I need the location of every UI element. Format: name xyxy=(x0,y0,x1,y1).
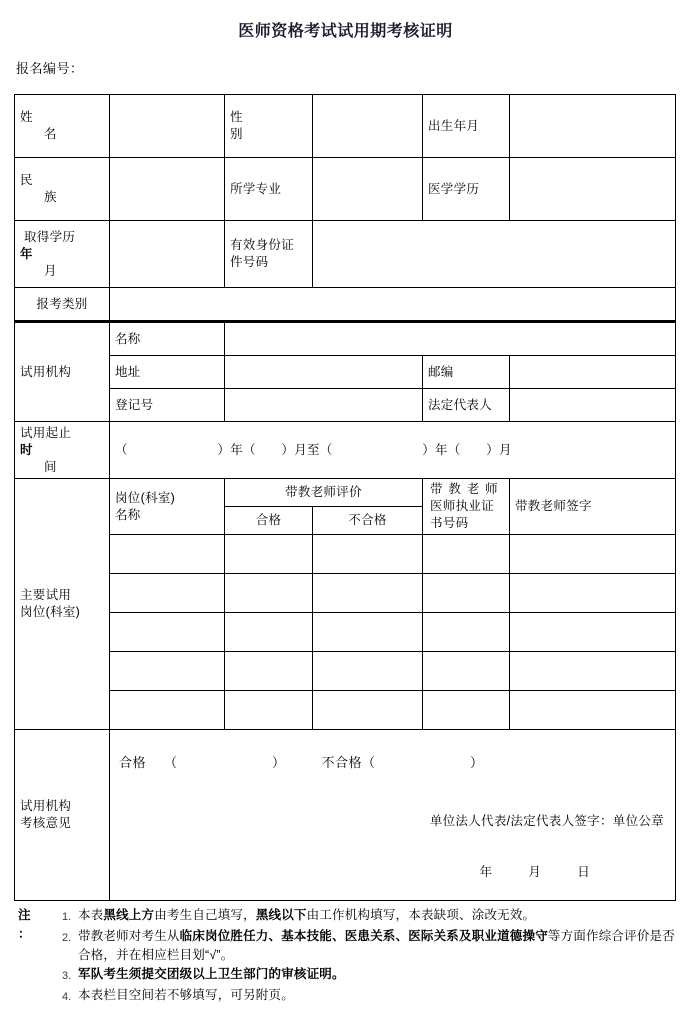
table-row xyxy=(15,691,676,730)
gender-value[interactable] xyxy=(313,95,423,158)
id-number-label-line2: 件号码 xyxy=(230,255,269,269)
license-char-3: 老 xyxy=(466,482,480,496)
license-char-2: 教 xyxy=(448,482,462,496)
position-pass-cell[interactable] xyxy=(225,652,313,691)
table-row-institution-address xyxy=(15,356,676,389)
opinion-date-month: 月 xyxy=(528,865,542,879)
table-row-degree-date xyxy=(15,221,676,288)
positions-header-license-line1 xyxy=(428,481,504,498)
institution-name-label: 名称 xyxy=(110,322,225,356)
degree-date-label xyxy=(15,221,110,288)
opinion-pass-label: 合格 xyxy=(119,755,147,770)
medical-degree-value[interactable] xyxy=(510,158,676,221)
opinion-section-label-line1: 试用机构 xyxy=(20,799,72,813)
positions-header-license-line2: 医师执业证书号码 xyxy=(430,499,495,530)
note-number: 2. xyxy=(62,932,72,944)
gender-label-line2: 别 xyxy=(230,127,243,141)
position-pass-cell[interactable] xyxy=(225,691,313,730)
opinion-date-line xyxy=(115,830,670,881)
position-name-cell[interactable] xyxy=(110,574,225,613)
note-item xyxy=(62,965,677,986)
position-license-cell[interactable] xyxy=(423,652,510,691)
positions-header-license xyxy=(423,479,510,535)
position-signature-cell[interactable] xyxy=(510,574,676,613)
position-signature-cell[interactable] xyxy=(510,691,676,730)
institution-address-value[interactable] xyxy=(225,356,423,389)
institution-section-label: 试用机构 xyxy=(15,322,110,422)
positions-header-post-name-line1: 岗位(科室) xyxy=(115,490,176,505)
position-license-cell[interactable] xyxy=(423,613,510,652)
position-signature-cell[interactable] xyxy=(510,613,676,652)
table-row xyxy=(15,574,676,613)
position-license-cell[interactable] xyxy=(423,535,510,574)
institution-legalrep-value[interactable] xyxy=(510,389,676,422)
opinion-date-day: 日 xyxy=(577,865,590,879)
positions-section-label xyxy=(15,479,110,730)
note-text: 军队考生须提交团级以上卫生部门的审核证明。 xyxy=(78,967,345,981)
table-row-opinion xyxy=(15,730,676,901)
ethnicity-value[interactable] xyxy=(110,158,225,221)
note-text: 本表栏目空间若不够填写，可另附页。 xyxy=(78,988,294,1002)
name-label-line1: 姓 xyxy=(20,110,33,124)
table-row-institution-regnum xyxy=(15,389,676,422)
institution-address-label: 地址 xyxy=(110,356,225,389)
table-row xyxy=(15,613,676,652)
period-label-line3: 间 xyxy=(44,459,57,474)
position-fail-cell[interactable] xyxy=(313,652,423,691)
note-number: 3. xyxy=(62,970,72,982)
medical-degree-label: 医学学历 xyxy=(423,158,510,221)
institution-legalrep-label: 法定代表人 xyxy=(423,389,510,422)
id-number-value[interactable] xyxy=(313,221,676,288)
id-number-label-line1: 有效身份证 xyxy=(230,238,295,252)
position-fail-cell[interactable] xyxy=(313,691,423,730)
table-row-ethnicity xyxy=(15,158,676,221)
opinion-date-year: 年 xyxy=(479,865,493,879)
registration-number-label: 报名编号： xyxy=(16,61,84,76)
opinion-result-row xyxy=(115,732,670,771)
gender-label-line1: 性 xyxy=(230,110,243,124)
certificate-table xyxy=(14,94,676,901)
ethnicity-label-line2: 族 xyxy=(44,190,57,204)
opinion-section-label-line2: 考核意见 xyxy=(20,816,72,830)
birth-date-value[interactable] xyxy=(510,95,676,158)
position-name-cell[interactable] xyxy=(110,652,225,691)
period-label xyxy=(15,422,110,479)
position-name-cell[interactable] xyxy=(110,535,225,574)
positions-section-label-line1: 主要试用 xyxy=(20,588,72,602)
table-row xyxy=(15,652,676,691)
institution-postcode-value[interactable] xyxy=(510,356,676,389)
ethnicity-label xyxy=(15,158,110,221)
positions-section-label-line2: 岗位(科室) xyxy=(20,605,81,619)
note-number: 4. xyxy=(62,991,72,1003)
major-value[interactable] xyxy=(313,158,423,221)
position-fail-cell[interactable] xyxy=(313,535,423,574)
exam-category-label: 报考类别 xyxy=(15,288,110,322)
name-label-line2: 名 xyxy=(44,127,57,141)
table-row-institution-name xyxy=(15,322,676,356)
position-license-cell[interactable] xyxy=(423,691,510,730)
positions-header-evaluation: 带教老师评价 xyxy=(225,479,423,507)
opinion-signature-line: 单位法人代表/法定代表人签字：单位公章 xyxy=(429,814,664,828)
opinion-pass-brackets[interactable]: （ ） xyxy=(164,755,286,770)
position-pass-cell[interactable] xyxy=(225,613,313,652)
name-value[interactable] xyxy=(110,95,225,158)
note-text: 带教老师对考生从临床岗位胜任力、基本技能、医患关系、医际关系及职业道德操守等方面作综合评价是否合格，并在相应栏目划“√”。 xyxy=(78,929,675,962)
table-row-period xyxy=(15,422,676,479)
gender-label xyxy=(225,95,313,158)
birth-date-label: 出生年月 xyxy=(423,95,510,158)
id-number-label xyxy=(225,221,313,288)
positions-header-signature: 带教老师签字 xyxy=(510,479,676,535)
notes-section xyxy=(14,906,677,1007)
exam-category-value[interactable] xyxy=(110,288,676,322)
notes-key-line2: ： xyxy=(18,927,31,941)
positions-header-post-name-line2: 名称 xyxy=(115,507,141,522)
period-value[interactable]: （ ）年（ ）月至（ ）年（ ）月 xyxy=(110,422,676,479)
table-row-name xyxy=(15,95,676,158)
position-pass-cell[interactable] xyxy=(225,574,313,613)
ethnicity-label-line1: 民 xyxy=(20,173,33,187)
period-label-line1: 试用起止 xyxy=(20,425,72,440)
position-fail-cell[interactable] xyxy=(313,613,423,652)
opinion-fail-brackets[interactable]: （ ） xyxy=(362,755,484,770)
institution-regnumber-label: 登记号 xyxy=(110,389,225,422)
opinion-fail-label: 不合格 xyxy=(321,755,363,770)
positions-header-pass: 合格 xyxy=(225,507,313,535)
period-label-line2: 时 xyxy=(20,442,33,457)
note-number: 1. xyxy=(62,911,72,923)
note-text: 本表黑线上方由考生自己填写，黑线以下由工作机构填写，本表缺项、涂改无效。 xyxy=(78,908,536,922)
position-license-cell[interactable] xyxy=(423,574,510,613)
note-item xyxy=(62,927,677,965)
notes-body xyxy=(62,906,677,1007)
notes-key-line1: 注 xyxy=(18,908,31,922)
position-pass-cell[interactable] xyxy=(225,535,313,574)
position-name-cell[interactable] xyxy=(110,613,225,652)
degree-date-label-line2: 年 xyxy=(20,246,33,261)
degree-date-label-line1: 取得学历 xyxy=(24,229,76,244)
position-fail-cell[interactable] xyxy=(313,574,423,613)
degree-date-label-line3: 月 xyxy=(44,263,57,278)
degree-date-value[interactable] xyxy=(110,221,225,288)
license-char-4: 师 xyxy=(485,482,498,496)
notes-key xyxy=(14,906,62,1007)
institution-postcode-label: 邮编 xyxy=(423,356,510,389)
name-label xyxy=(15,95,110,158)
opinion-content xyxy=(110,730,676,901)
table-row xyxy=(15,535,676,574)
license-char-1: 带 xyxy=(430,482,443,496)
table-row-positions-header xyxy=(15,479,676,507)
page-title: 医师资格考试试用期考核证明 xyxy=(238,23,453,40)
institution-regnumber-value[interactable] xyxy=(225,389,423,422)
table-row-exam-category xyxy=(15,288,676,322)
positions-header-fail: 不合格 xyxy=(313,507,423,535)
positions-header-post-name xyxy=(110,479,225,535)
opinion-section-label xyxy=(15,730,110,901)
position-name-cell[interactable] xyxy=(110,691,225,730)
institution-name-value[interactable] xyxy=(225,322,676,356)
note-item xyxy=(62,986,677,1007)
note-item xyxy=(62,906,677,927)
major-label: 所学专业 xyxy=(225,158,313,221)
position-signature-cell[interactable] xyxy=(510,652,676,691)
position-signature-cell[interactable] xyxy=(510,535,676,574)
